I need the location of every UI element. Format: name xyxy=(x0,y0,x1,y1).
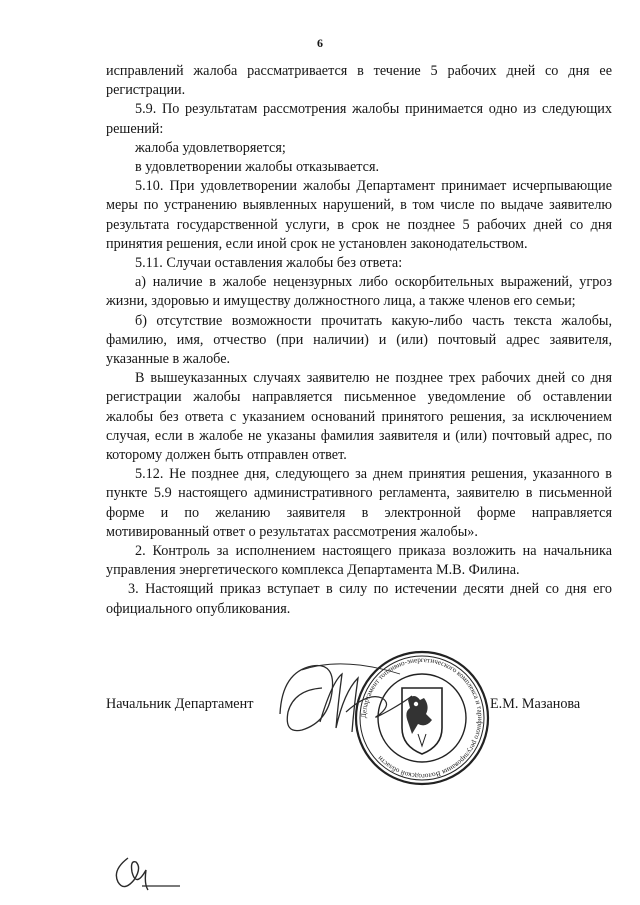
paragraph-notification: В вышеуказанных случаях заявителю не позднее трех рабочих дней со дня регистрации жалобы направляется письменное уведомление об оставлении жалобы без ответа с указанием оснований принятого решения, за исключением случая, если в жалобе не указаны фамилия заявителя и (или) почтовый адрес, по которому должен быть отправлен ответ. xyxy=(106,370,612,464)
handwritten-signature-icon xyxy=(272,652,422,752)
signatory-title: Начальник Департамент xyxy=(106,696,254,712)
paragraph-5-10: 5.10. При удовлетворении жалобы Департамент принимает исчерпывающие меры по устранению выявленных нарушений, в том числе по выдаче заявителю результата государственной услуги, в срок не позднее 5 рабочих дней со дня принятия решения, если иной срок не установлен законодательством. xyxy=(106,178,612,252)
document-body xyxy=(106,62,612,619)
paragraph-5-11-a: а) наличие в жалобе нецензурных либо оскорбительных выражений, угроз жизни, здоровью и имуществу должностного лица, а также членов его семьи; xyxy=(106,274,612,310)
paragraph-5-12: 5.12. Не позднее дня, следующего за днем принятия решения, указанного в пункте 5.9 настоящего административного регламента, заявителю в письменной форме и по желанию заявителя в электронной форме направляется мотивированный ответ о результатах рассмотрения жалобы». xyxy=(106,466,612,540)
paragraph-5-11: 5.11. Случаи оставления жалобы без ответа: xyxy=(135,255,403,272)
paragraph-continuation: исправлений жалоба рассматривается в течение 5 рабочих дней со дня ее регистрации. xyxy=(106,63,612,99)
paragraph-control: 2. Контроль за исполнением настоящего приказа возложить на начальника управления энергетического комплекса Департамента М.В. Филина. xyxy=(106,543,612,579)
initials-mark-icon xyxy=(108,850,188,900)
paragraph-5-9: 5.9. По результатам рассмотрения жалобы принимается одно из следующих решений: xyxy=(106,101,612,137)
paragraph-5-11-b: б) отсутствие возможности прочитать какую-либо часть текста жалобы, фамилию, имя, отчество (при наличии) и (или) почтовый адрес заявителя, указанные в жалобе. xyxy=(106,312,612,368)
page-number: 6 xyxy=(317,36,323,50)
paragraph-effective: 3. Настоящий приказ вступает в силу по истечении десяти дней со дня его официального опубликования. xyxy=(106,581,612,617)
signatory-name: Е.М. Мазанова xyxy=(490,696,581,712)
stamp-ring-text: Департамент топливно-энергетического комплекса и тарифного регулирования Вологодской области xyxy=(359,655,485,781)
decision-option-satisfied: жалоба удовлетворяется; xyxy=(135,139,286,156)
decision-option-refused: в удовлетворении жалобы отказывается. xyxy=(135,159,380,176)
